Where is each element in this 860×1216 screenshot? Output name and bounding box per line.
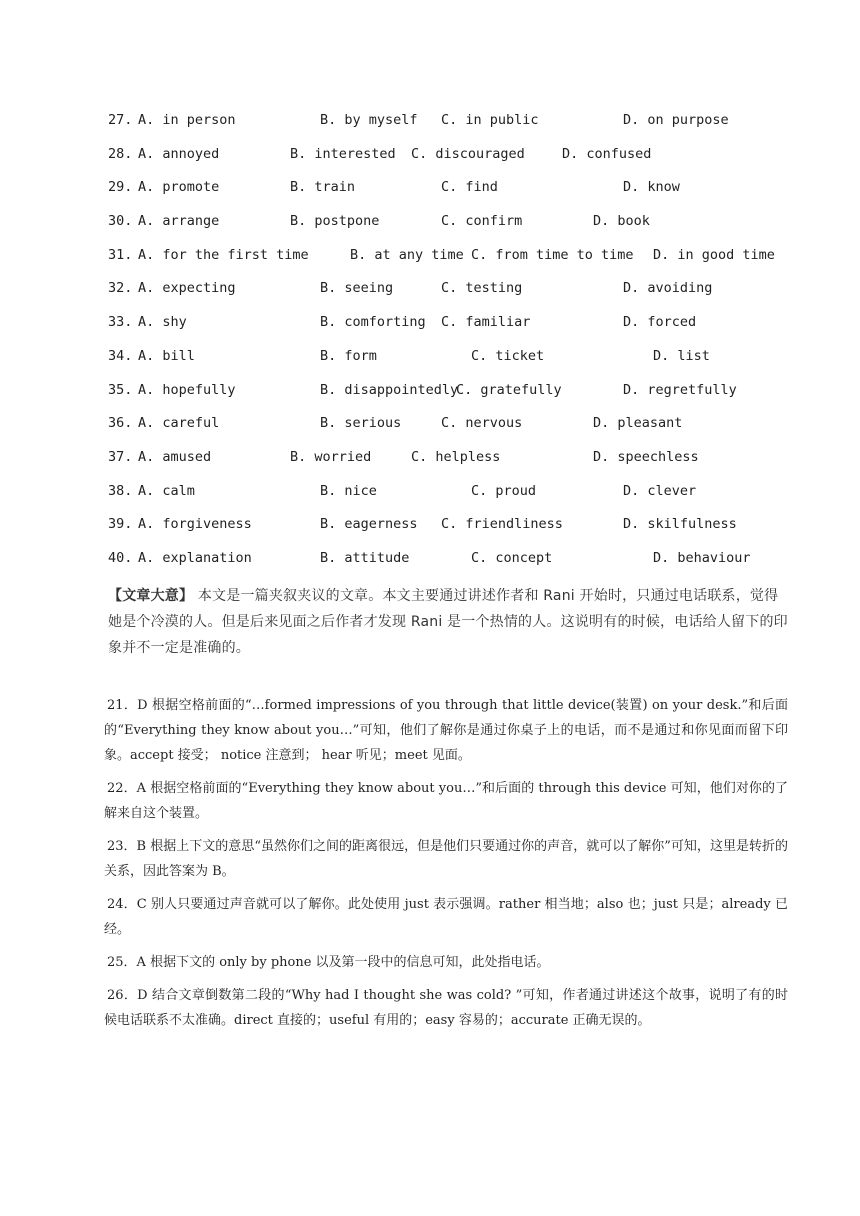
option-b: B. seeing <box>320 280 394 297</box>
summary-text: 本文是一篇夹叙夹议的文章。本文主要通过讲述作者和 Rani 开始时，只通过电话联系，觉得她是个冷漠的人。但是后来见面之后作者才发现 Rani 是一个热情的人。这说明有的时候，电话给人留下的印象并不一定是准确的。 <box>108 588 788 656</box>
option-c: C. ticket <box>471 347 545 364</box>
question-number: 30. <box>108 213 133 230</box>
option-c: C. helpless <box>411 448 501 465</box>
article-summary <box>108 583 788 661</box>
option-b: B. postpone <box>290 213 380 230</box>
option-b: B. interested <box>290 145 396 162</box>
question-number: 40. <box>108 549 133 566</box>
option-c: C. nervous <box>441 415 523 432</box>
summary-label: 【文章大意】 <box>108 588 194 604</box>
question-row <box>108 479 808 513</box>
answer-item: 22．A 根据空格前面的“Everything they know about you…”和后面的 through this device 可知，他们对你的了解来自这个装置。 <box>104 781 788 821</box>
option-b: B. at any time <box>350 246 464 263</box>
option-d: D. book <box>593 213 650 230</box>
question-number: 31. <box>108 246 133 263</box>
option-a: A. explanation <box>138 549 252 566</box>
option-d: D. list <box>653 347 710 364</box>
question-row <box>108 108 808 142</box>
question-number: 27. <box>108 112 133 128</box>
option-c: C. confirm <box>441 213 523 230</box>
option-c: C. in public <box>441 112 539 128</box>
option-d: D. in good time <box>653 246 775 263</box>
question-number: 35. <box>108 381 133 398</box>
option-b: B. train <box>290 179 356 196</box>
option-c: C. friendliness <box>441 516 563 533</box>
option-c: C. find <box>441 179 498 196</box>
question-row <box>108 142 808 176</box>
option-a: A. for the first time <box>138 246 309 263</box>
question-number: 33. <box>108 314 133 331</box>
option-a: A. amused <box>138 448 212 465</box>
option-d: D. know <box>623 179 680 196</box>
question-row <box>108 344 808 378</box>
option-c: C. from time to time <box>471 246 634 263</box>
option-a: A. arrange <box>138 213 220 230</box>
option-a: A. in person <box>138 112 236 128</box>
option-d: D. regretfully <box>623 381 737 398</box>
option-b: B. attitude <box>320 549 410 566</box>
option-d: D. clever <box>623 482 697 499</box>
question-number: 29. <box>108 179 133 196</box>
option-a: A. annoyed <box>138 145 220 162</box>
answer-explanations <box>104 693 788 1041</box>
answer-item: 23．B 根据上下文的意思“虽然你们之间的距离很远，但是他们只要通过你的声音，就可以了解你”可知，这里是转折的关系，因此答案为 B。 <box>104 839 788 879</box>
option-a: A. careful <box>138 415 220 432</box>
option-c: C. concept <box>471 549 553 566</box>
answer-item: 25．A 根据下文的 only by phone 以及第一段中的信息可知，此处指电话。 <box>107 955 550 970</box>
option-b: B. comforting <box>320 314 426 331</box>
option-b: B. disappointedly <box>320 381 459 398</box>
option-d: D. forced <box>623 314 697 331</box>
option-d: D. avoiding <box>623 280 713 297</box>
question-row <box>108 546 808 580</box>
option-a: A. hopefully <box>138 381 236 398</box>
option-b: B. nice <box>320 482 377 499</box>
question-number: 32. <box>108 280 133 297</box>
option-b: B. form <box>320 347 377 364</box>
option-d: D. confused <box>562 145 652 162</box>
question-row <box>108 411 808 445</box>
question-number: 37. <box>108 448 133 465</box>
question-number: 34. <box>108 347 133 364</box>
answer-item: 21．D 根据空格前面的“…formed impressions of you through that little device(装置) on your desk.”和后面的“Everything they know about you…”可知，他们了解你是通过你桌子上的电话，而不是通过和你见面而留下印象。accept 接受； notice 注意到； hear 听见；meet 见面。 <box>104 698 788 763</box>
question-number: 36. <box>108 415 133 432</box>
question-row <box>108 243 808 277</box>
option-c: C. testing <box>441 280 523 297</box>
answer-item: 26．D 结合文章倒数第二段的“Why had I thought she was cold? ”可知，作者通过讲述这个故事，说明了有的时候电话联系不太准确。direct 直接的；useful 有用的；easy 容易的；accurate 正确无误的。 <box>104 988 788 1028</box>
option-c: C. discouraged <box>411 145 525 162</box>
question-row <box>108 310 808 344</box>
question-number: 28. <box>108 145 133 162</box>
option-b: B. eagerness <box>320 516 418 533</box>
option-c: C. gratefully <box>456 381 562 398</box>
option-c: C. proud <box>471 482 537 499</box>
option-d: D. on purpose <box>623 112 729 128</box>
option-d: D. speechless <box>593 448 699 465</box>
option-a: A. promote <box>138 179 220 196</box>
option-a: A. forgiveness <box>138 516 252 533</box>
question-number: 39. <box>108 516 133 533</box>
question-row <box>108 209 808 243</box>
option-d: D. pleasant <box>593 415 683 432</box>
option-a: A. bill <box>138 347 195 364</box>
option-b: B. serious <box>320 415 402 432</box>
question-row <box>108 378 808 412</box>
option-b: B. by myself <box>320 112 418 128</box>
option-d: D. skilfulness <box>623 516 737 533</box>
option-d: D. behaviour <box>653 549 751 566</box>
question-number: 38. <box>108 482 133 499</box>
answer-item: 24．C 别人只要通过声音就可以了解你。此处使用 just 表示强调。rather 相当地；also 也；just 只是；already 已经。 <box>104 897 788 937</box>
option-a: A. shy <box>138 314 187 331</box>
options-list <box>108 108 808 580</box>
question-row <box>108 175 808 209</box>
option-a: A. calm <box>138 482 195 499</box>
option-a: A. expecting <box>138 280 236 297</box>
option-c: C. familiar <box>441 314 531 331</box>
question-row <box>108 276 808 310</box>
question-row <box>108 445 808 479</box>
question-row <box>108 512 808 546</box>
option-b: B. worried <box>290 448 372 465</box>
